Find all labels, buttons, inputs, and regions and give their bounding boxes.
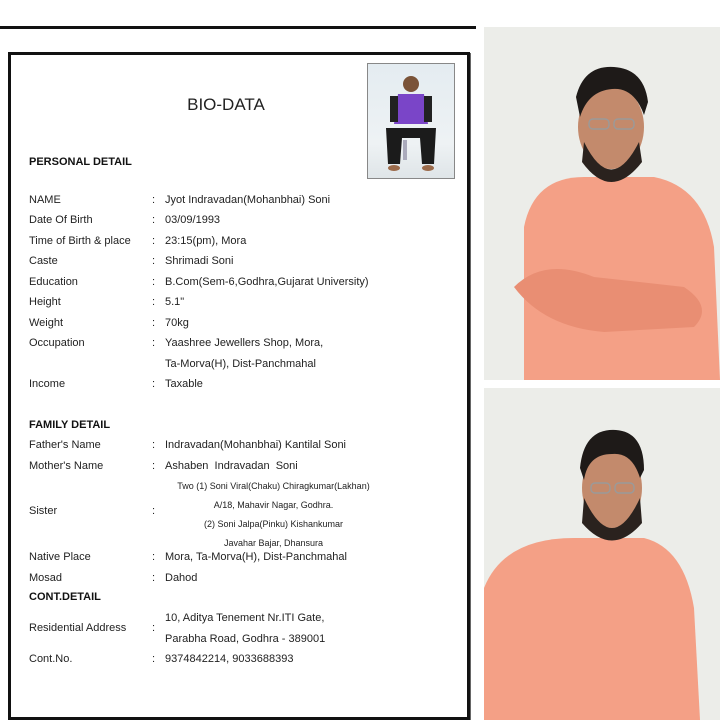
section-personal-detail: PERSONAL DETAIL: [29, 156, 132, 168]
row-native-place: Native Place : Mora, Ta-Morva(H), Dist-Panchmahal: [29, 551, 347, 563]
row-occupation: Occupation : Yaashree Jewellers Shop, Mora,: [29, 337, 324, 349]
portrait-photo-standing: [484, 388, 720, 720]
field-label: NAME: [29, 194, 61, 206]
row-education: Education : B.Com(Sem-6,Godhra,Gujarat University): [29, 276, 369, 288]
row-occupation-line2: Ta-Morva(H), Dist-Panchmahal: [165, 358, 316, 370]
row-height: Height : 5.1": [29, 296, 185, 308]
row-date-of-birth: Date Of Birth : 03/09/1993: [29, 214, 221, 226]
profile-photo-small: [367, 63, 455, 179]
row-residential-address: Residential Address :: [29, 622, 156, 634]
row-mothers-name: Mother's Name : Ashaben Indravadan Soni: [29, 460, 298, 472]
row-address-line1: 10, Aditya Tenement Nr.ITI Gate,: [165, 612, 325, 624]
row-sister: Sister :: [29, 505, 156, 517]
row-weight: Weight : 70kg: [29, 317, 189, 329]
row-contact-number: Cont.No. : 9374842214, 9033688393: [29, 653, 294, 665]
section-contact-detail: CONT.DETAIL: [29, 591, 101, 603]
row-time-of-birth: Time of Birth & place : 23:15(pm), Mora: [29, 235, 247, 247]
row-address-line2: Parabha Road, Godhra - 389001: [165, 633, 326, 645]
sister-details: Two (1) Soni Viral(Chaku) Chiragkumar(Lakhan) A/18, Mahavir Nagar, Godhra. (2) Soni Jalpa(Pinku) Kishankumar Javahar Bajar, Dhansura: [177, 481, 370, 548]
row-name: NAME : Jyot Indravadan(Mohanbhai) Soni: [29, 194, 331, 206]
row-income: Income : Taxable: [29, 378, 203, 390]
row-mosad: Mosad : Dahod: [29, 572, 198, 584]
portrait-photo-arms-crossed: [484, 27, 720, 380]
row-caste: Caste : Shrimadi Soni: [29, 255, 234, 267]
page-title: BIO-DATA: [187, 95, 265, 114]
row-fathers-name: Father's Name : Indravadan(Mohanbhai) Kantilal Soni: [29, 439, 347, 451]
bio-data-sheet: [8, 52, 470, 720]
section-family-detail: FAMILY DETAIL: [29, 419, 111, 431]
field-value: Jyot Indravadan(Mohanbhai) Soni: [165, 194, 331, 206]
top-divider: [0, 26, 476, 29]
